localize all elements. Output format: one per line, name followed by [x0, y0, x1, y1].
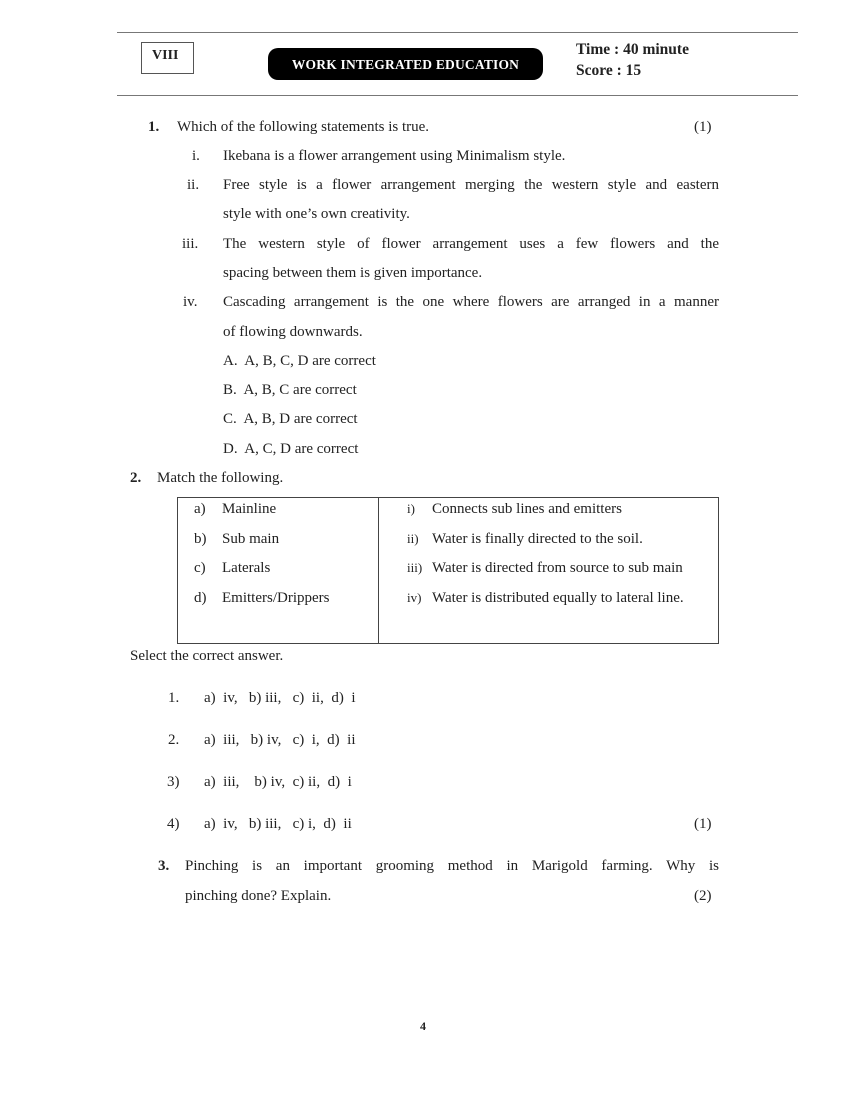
q3-text: pinching done? Explain.: [185, 888, 332, 904]
q1-number: 1.: [148, 119, 160, 135]
statement-text: The western style of flower arrangement uses a few flowers and the: [223, 236, 719, 252]
column-a: [178, 498, 379, 644]
item-label: d): [194, 589, 207, 606]
option-label: C.: [223, 411, 237, 427]
item-text: Emitters/Drippers: [222, 589, 330, 606]
q3-marks: (2): [694, 888, 712, 904]
page-number: 4: [420, 1019, 426, 1033]
item-text: Mainline: [222, 501, 277, 517]
statement-label: ii.: [187, 177, 200, 193]
option-b: [223, 382, 357, 399]
statement-text: style with one’s own creativity.: [223, 206, 410, 222]
answer-label: 3): [167, 774, 180, 790]
q2-number: 2.: [130, 470, 142, 486]
answer-text: a) iii, b) iv, c) i, d) ii: [204, 732, 356, 748]
select-instruction: Select the correct answer.: [130, 648, 284, 664]
answer-text: a) iii, b) iv, c) ii, d) i: [204, 774, 352, 790]
q3-number: 3.: [158, 858, 170, 874]
q1-text: Which of the following statements is true.: [177, 119, 430, 135]
item-label: iii): [407, 560, 423, 575]
q2-marks: (1): [694, 816, 712, 832]
item-label: iv): [407, 589, 422, 605]
answer-label: 2.: [168, 732, 180, 748]
statement-text: Free style is a flower arrangement merging the western style and eastern: [223, 177, 719, 193]
item-text: Laterals: [222, 560, 271, 576]
option-text: A, B, C are correct: [243, 382, 357, 398]
statement-text: Cascading arrangement is the one where flowers are arranged in a manner: [223, 294, 719, 310]
subject-banner: WORK INTEGRATED EDUCATION: [268, 48, 543, 80]
item-label: c): [194, 560, 206, 576]
column-b: [379, 498, 719, 644]
answer-text: a) iv, b) iii, c) i, d) ii: [204, 816, 352, 832]
q2-text: Match the following.: [157, 470, 284, 486]
time-label: Time : 40 minute: [576, 41, 689, 58]
item-label: b): [194, 530, 207, 547]
option-c: [223, 411, 358, 428]
option-text: A, C, D are correct: [244, 441, 359, 457]
q1-marks: (1): [694, 119, 712, 135]
item-text: Water is directed from source to sub main: [432, 560, 683, 576]
option-text: A, B, C, D are correct: [244, 353, 376, 369]
statement-label: iv.: [183, 294, 198, 310]
item-text: Sub main: [222, 530, 280, 547]
match-table: [177, 497, 719, 644]
statement-label: i.: [192, 148, 200, 164]
item-text: Water is finally directed to the soil.: [432, 530, 643, 547]
class-box: VIII: [141, 42, 194, 74]
top-rule: [117, 32, 798, 33]
option-label: B.: [223, 382, 237, 398]
option-text: A, B, D are correct: [243, 411, 358, 427]
item-label: i): [407, 501, 415, 516]
item-text: Water is distributed equally to lateral line.: [432, 589, 684, 606]
statement-text: Ikebana is a flower arrangement using Minimalism style.: [223, 148, 566, 164]
statement-text: spacing between them is given importance.: [223, 265, 483, 281]
header-rule: [117, 95, 798, 96]
statement-text: of flowing downwards.: [223, 324, 363, 340]
statement-label: iii.: [182, 236, 199, 252]
answer-label: 1.: [168, 690, 180, 706]
item-label: a): [194, 501, 206, 517]
item-label: ii): [407, 530, 419, 546]
item-text: Connects sub lines and emitters: [432, 501, 622, 517]
q3-text: Pinching is an important grooming method in Marigold farming. Why is: [185, 858, 719, 874]
score-label: Score : 15: [576, 62, 642, 79]
option-a: [223, 353, 376, 370]
option-d: [223, 441, 358, 458]
answer-text: a) iv, b) iii, c) ii, d) i: [204, 690, 356, 706]
option-label: A.: [223, 353, 238, 369]
option-label: D.: [223, 441, 238, 457]
answer-label: 4): [167, 816, 180, 832]
